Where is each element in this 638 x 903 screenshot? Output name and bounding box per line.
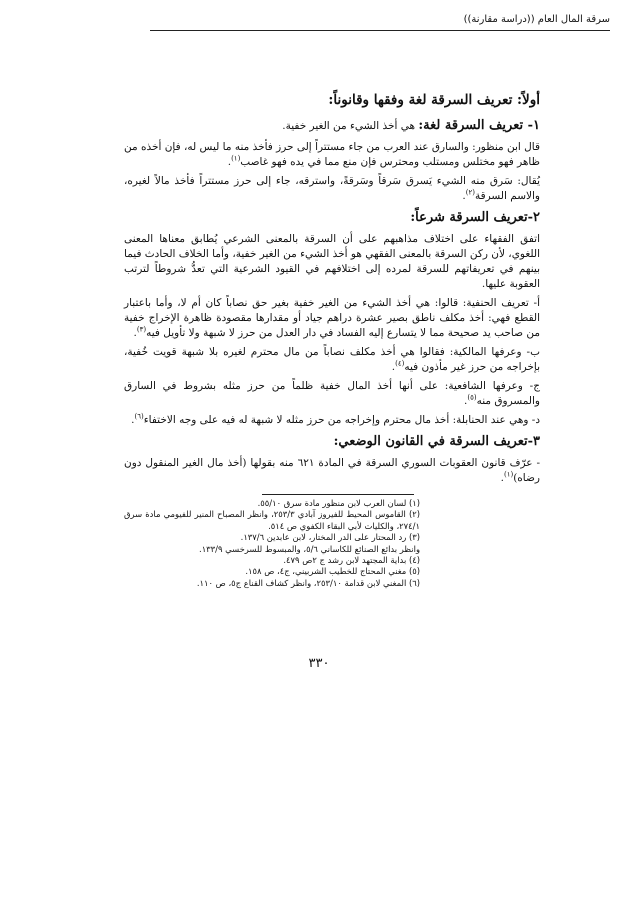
footnote-ref: (٦) bbox=[134, 412, 144, 421]
paragraph-hanbali: د- وهي عند الحنابلة: أخذ مال محترم وإخراجه من حرز مثله لا شبهة له فيه على وجه الاختفاء$^{(٦)}$. bbox=[131, 412, 540, 426]
main-content bbox=[124, 90, 540, 490]
footnote-ref: (١) bbox=[231, 154, 241, 163]
footnote: (٣) رد المحتار على الدر المختار، لابن عابدين ١٣٧/٦. bbox=[240, 532, 420, 543]
linguistic-definition: هي أخذ الشيء من الغير خفية. bbox=[282, 120, 419, 132]
subheading-linguistic bbox=[124, 116, 540, 136]
running-header: سرقة المال العام ((دراسة مقارنة)) bbox=[463, 14, 610, 25]
paragraph-text: ب- وعرفها المالكية: فقالوا هي أخذ مكلف نصاباً من مال محترم لغيره بلا شبهة قويت خُفية، بإخراجه من حرز غير مأذون فيه bbox=[124, 346, 540, 373]
subheading-linguistic-text: ١- تعريف السرقة لغة: bbox=[418, 118, 540, 133]
footnote: (٢) القاموس المحيط للفيروز آبادي ٢٥٣/٣، وانظر المصباح المنير للفيومي مادة سرق ٢٧٤/١، والكليات لأبي البقاء الكفوي ص ٥١٤. bbox=[124, 509, 420, 531]
footnote: (١) لسان العرب لابن منظور مادة سرق ٥٥/١٠. bbox=[257, 498, 420, 508]
footnote: (٥) مغني المحتاج للخطيب الشربيني، ج٤، ص ١٥٨. bbox=[245, 566, 420, 577]
page-number: ٣٣٠ bbox=[308, 656, 330, 671]
paragraph-syrian-law: - عرّف قانون العقوبات السوري السرقة في المادة ٦٢١ منه بقولها (أخذ مال الغير المنقول دون رضاه)$^{(١)}$. bbox=[124, 457, 540, 484]
paragraph-text: قال ابن منظور: والسارق عند العرب من جاء مستتراً إلى حرز فأخذ منه ما ليس له، فإن أخذه من ظاهر فهو مختلس ومستلب ومحترس فإن منع مما في يده فهو غاصب bbox=[124, 141, 540, 168]
paragraph-text: - عرّف قانون العقوبات السوري السرقة في المادة ٦٢١ منه بقولها (أخذ مال الغير المنقول دون رضاه) bbox=[124, 457, 540, 484]
paragraph-yuqal: يُقال: سَرق منه الشيء يَسرق سَرقاً وسَرقةً، واسترقه، جاء إلى حرز مستتراً فأخذ مالاً لغيره، والاسم السرقة$^{(٢)}$. bbox=[124, 175, 540, 202]
section-title: أولاً: تعريف السرقة لغة وفقها وقانوناً: bbox=[328, 92, 540, 108]
footnote-ref: (٤) bbox=[395, 359, 405, 368]
subheading-sharia: ٢-تعريف السرقة شرعاً: bbox=[410, 210, 540, 225]
footnote: (٤) بداية المجتهد لابن رشد ج ٢ص ٤٧٩. bbox=[283, 555, 420, 566]
footnote: (٦) المغني لابن قدامة ٢٥٣/١٠، وانظر كشاف القناع ج٥، ص ١١٠. bbox=[196, 577, 420, 588]
subheading-law: ٣-تعريف السرقة في القانون الوضعي: bbox=[333, 434, 540, 449]
header-rule bbox=[150, 30, 610, 31]
footnote-ref: (١) bbox=[503, 470, 514, 479]
paragraph-text: يُقال: سَرق منه الشيء يَسرق سَرقاً وسَرقةً، واسترقه، جاء إلى حرز مستتراً فأخذ مالاً لغيره، والاسم السرقة bbox=[124, 175, 540, 202]
footnotes bbox=[124, 498, 420, 589]
paragraph-hanafi: أ- تعريف الحنفية: قالوا: هي أخذ الشيء من الغير خفية بغير حق نصاباً كان أم لا، وأما باعتبار القطع فهي: أخذ مكلف ناطق بصير عشرة دراهم جياد أو مقدارها مقصودة ظاهرة الإخراج خفية من صاحب يد صحيحة مما لا يتسارع إليه الفساد في دار العدل من حرز لا شبهة ولا تأويل فيه$^{(٣)}$. bbox=[124, 297, 540, 339]
paragraph-text: د- وهي عند الحنابلة: أخذ مال محترم وإخراجه من حرز مثله لا شبهة له فيه على وجه الاختفاء bbox=[143, 414, 540, 426]
footnote: وانظر بدائع الصنائع للكاساني ٥/٦، والمبسوط للسرخسي ١٣٣/٩. bbox=[199, 543, 420, 554]
paragraph-text: أ- تعريف الحنفية: قالوا: هي أخذ الشيء من الغير خفية بغير حق نصاباً كان أم لا، وأما باعتبار القطع فهي: أخذ مكلف ناطق بصير عشرة دراهم جياد أو مقدارها مقصودة ظاهرة الإخراج خفية من صاحب يد صحيحة مما لا يتسارع إليه الفساد في دار العدل من حرز لا شبهة ولا تأويل فيه bbox=[124, 297, 540, 339]
footnote-ref: (٢) bbox=[465, 188, 475, 197]
paragraph-fuqaha: اتفق الفقهاء على اختلاف مذاهبهم على أن السرقة بالمعنى الشرعي يُطابق معناها المعنى اللغوي، لأن ركن السرقة بالمعنى الفقهي هو أخذ الشيء من الغير خفية، وأما الخلاف الحادث فيما بينهم في تعريفاتهم للسرقة لمرده إلى اختلافهم في القيود الشرعية التي تعدُّ شروطاً لترتب العقوبة عليها. bbox=[124, 233, 540, 290]
paragraph-maliki: ب- وعرفها المالكية: فقالوا هي أخذ مكلف نصاباً من مال محترم لغيره بلا شبهة قويت خُفية، بإخراجه من حرز غير مأذون فيه$^{(٤)}$. bbox=[124, 346, 540, 373]
paragraph-text: ج- وعرفها الشافعية: على أنها أخذ المال خفية ظلماً من حرز مثله بشروط في السارق والمسروق منه bbox=[124, 380, 540, 407]
paragraph-shafii: ج- وعرفها الشافعية: على أنها أخذ المال خفية ظلماً من حرز مثله بشروط في السارق والمسروق منه$^{(٥)}$. bbox=[124, 380, 540, 407]
paragraph-ibn-manzur: قال ابن منظور: والسارق عند العرب من جاء مستتراً إلى حرز فأخذ منه ما ليس له، فإن أخذه من ظاهر فهو مختلس ومستلب ومحترس فإن منع مما في يده فهو غاصب$^{(١)}$. bbox=[124, 141, 540, 168]
footnote-ref: (٥) bbox=[467, 393, 477, 402]
footnote-ref: (٣) bbox=[136, 325, 147, 334]
footnote-separator bbox=[262, 494, 414, 495]
